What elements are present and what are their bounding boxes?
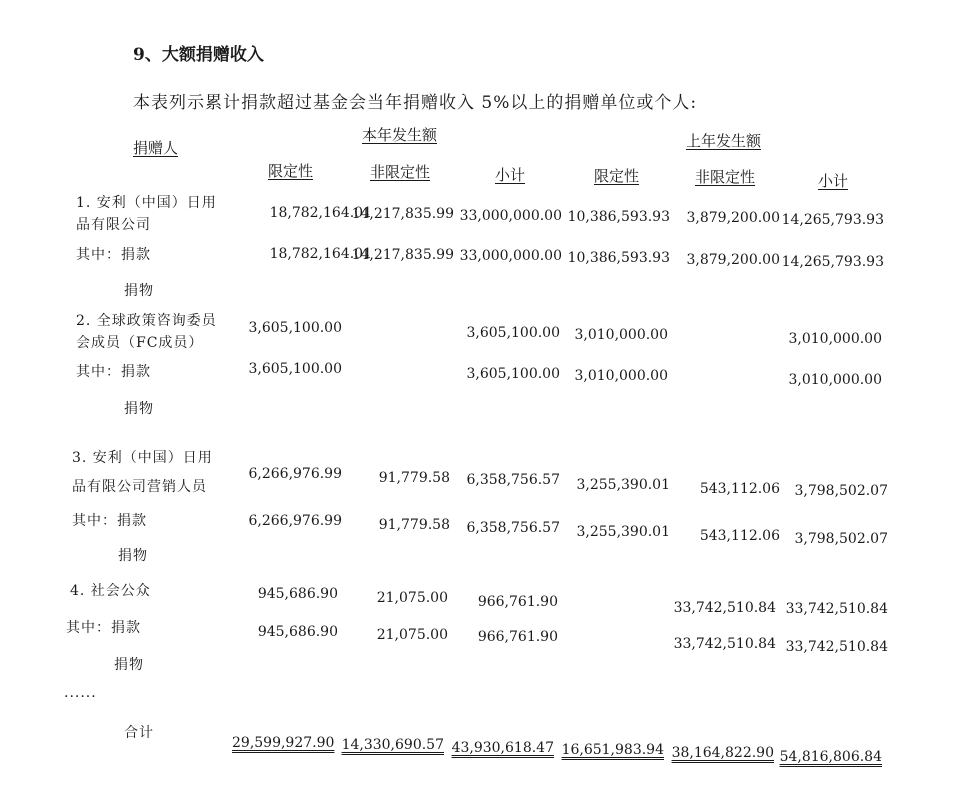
donor-4-unrestricted-prior: 33,742,510.84 — [673, 600, 776, 616]
donor-1-goods-label: 捐物 — [124, 283, 154, 299]
donor-1-cash-restricted-prior: 10,386,593.93 — [567, 250, 670, 266]
donor-2-cash-restricted-prior: 3,010,000.00 — [574, 368, 668, 384]
donor-3-cash-restricted-prior: 3,255,390.01 — [576, 524, 670, 540]
donor-2-subtotal-current: 3,605,100.00 — [466, 325, 560, 341]
donor-1-cash-restricted-current: 18,782,164.01 — [269, 246, 372, 262]
header-restricted-current: 限定性 — [268, 162, 314, 180]
donor-2-name-cont: 会成员（FC成员） — [76, 335, 204, 351]
donor-2-cash-subtotal-prior: 3,010,000.00 — [788, 372, 882, 388]
donor-1-cash-unrestricted-prior: 3,879,200.00 — [686, 252, 780, 268]
donor-3-unrestricted-prior: 543,112.06 — [699, 481, 780, 497]
donor-1-restricted-current: 18,782,164.01 — [269, 205, 372, 221]
header-unrestricted-prior: 非限定性 — [695, 168, 756, 186]
donor-3-cash-unrestricted-current: 91,779.58 — [378, 517, 450, 533]
donor-1-unrestricted-prior: 3,879,200.00 — [686, 210, 780, 226]
donor-2-restricted-prior: 3,010,000.00 — [574, 327, 668, 343]
donor-3-subtotal-prior: 3,798,502.07 — [794, 483, 888, 499]
donor-1-cash-subtotal-current: 33,000,000.00 — [459, 248, 562, 264]
donor-4-cash-restricted-current: 945,686.90 — [257, 624, 338, 640]
prior-year-header: 上年发生额 — [686, 132, 762, 150]
ellipsis: ...... — [64, 685, 97, 701]
donor-3-restricted-prior: 3,255,390.01 — [576, 477, 670, 493]
donor-4-cash-unrestricted-prior: 33,742,510.84 — [673, 636, 776, 652]
total-subtotal-current: 43,930,618.47 — [451, 740, 554, 756]
donor-3-cash-subtotal-current: 6,358,756.57 — [466, 520, 560, 536]
donor-2-name: 2. 全球政策咨询委员 — [76, 313, 217, 329]
donor-3-name-cont: 品有限公司营销人员 — [72, 479, 207, 495]
donor-3-cash-restricted-current: 6,266,976.99 — [248, 513, 342, 529]
donor-3-cash-label: 其中：捐款 — [72, 513, 147, 529]
donor-1-restricted-prior: 10,386,593.93 — [567, 209, 670, 225]
donor-2-cash-subtotal-current: 3,605,100.00 — [466, 366, 560, 382]
total-restricted-current: 29,599,927.90 — [232, 735, 335, 751]
donor-4-cash-unrestricted-current: 21,075.00 — [376, 627, 448, 643]
total-subtotal-prior: 54,816,806.84 — [779, 749, 882, 765]
donor-4-cash-subtotal-prior: 33,742,510.84 — [785, 639, 888, 655]
donor-3-cash-subtotal-prior: 3,798,502.07 — [794, 531, 888, 547]
donor-2-cash-label: 其中：捐款 — [76, 364, 151, 380]
donor-2-goods-label: 捐物 — [124, 401, 154, 417]
donor-4-unrestricted-current: 21,075.00 — [376, 590, 448, 606]
donor-3-goods-label: 捐物 — [118, 548, 148, 564]
donor-1-cash-label: 其中：捐款 — [76, 247, 151, 263]
donor-4-name: 4. 社会公众 — [70, 583, 151, 599]
donor-header: 捐赠人 — [133, 139, 179, 157]
donor-3-unrestricted-current: 91,779.58 — [378, 470, 450, 486]
donor-3-subtotal-current: 6,358,756.57 — [466, 472, 560, 488]
donor-4-subtotal-prior: 33,742,510.84 — [785, 601, 888, 617]
header-subtotal-current: 小计 — [495, 166, 526, 184]
donor-3-name: 3. 安利（中国）日用 — [72, 450, 213, 466]
header-restricted-prior: 限定性 — [594, 167, 640, 185]
donor-4-restricted-current: 945,686.90 — [257, 586, 338, 602]
donor-4-subtotal-current: 966,761.90 — [477, 594, 558, 610]
donor-2-subtotal-prior: 3,010,000.00 — [788, 331, 882, 347]
donor-3-cash-unrestricted-prior: 543,112.06 — [699, 528, 780, 544]
donor-4-cash-label: 其中：捐款 — [66, 620, 141, 636]
donor-2-cash-restricted-current: 3,605,100.00 — [248, 361, 342, 377]
donor-1-name: 1. 安利（中国）日用 — [76, 195, 217, 211]
header-unrestricted-current: 非限定性 — [370, 163, 431, 181]
donor-2-restricted-current: 3,605,100.00 — [248, 320, 342, 336]
total-unrestricted-current: 14,330,690.57 — [341, 737, 444, 753]
donor-3-restricted-current: 6,266,976.99 — [248, 466, 342, 482]
donor-1-unrestricted-current: 14,217,835.99 — [351, 206, 454, 222]
donor-4-cash-subtotal-current: 966,761.90 — [477, 629, 558, 645]
total-unrestricted-prior: 38,164,822.90 — [671, 745, 774, 761]
donor-1-cash-unrestricted-current: 14,217,835.99 — [351, 247, 454, 263]
donor-1-name-cont: 品有限公司 — [76, 217, 151, 233]
section-title: 9、大额捐赠收入 — [133, 45, 264, 65]
total-label: 合计 — [124, 725, 154, 741]
donor-1-subtotal-current: 33,000,000.00 — [459, 208, 562, 224]
donor-4-goods-label: 捐物 — [114, 657, 144, 673]
total-restricted-prior: 16,651,983.94 — [561, 742, 664, 758]
donor-1-cash-subtotal-prior: 14,265,793.93 — [781, 254, 884, 270]
donor-1-subtotal-prior: 14,265,793.93 — [781, 212, 884, 228]
intro-text: 本表列示累计捐款超过基金会当年捐赠收入 5%以上的捐赠单位或个人: — [133, 93, 698, 113]
header-subtotal-prior: 小计 — [818, 172, 849, 190]
current-year-header: 本年发生额 — [362, 126, 438, 144]
